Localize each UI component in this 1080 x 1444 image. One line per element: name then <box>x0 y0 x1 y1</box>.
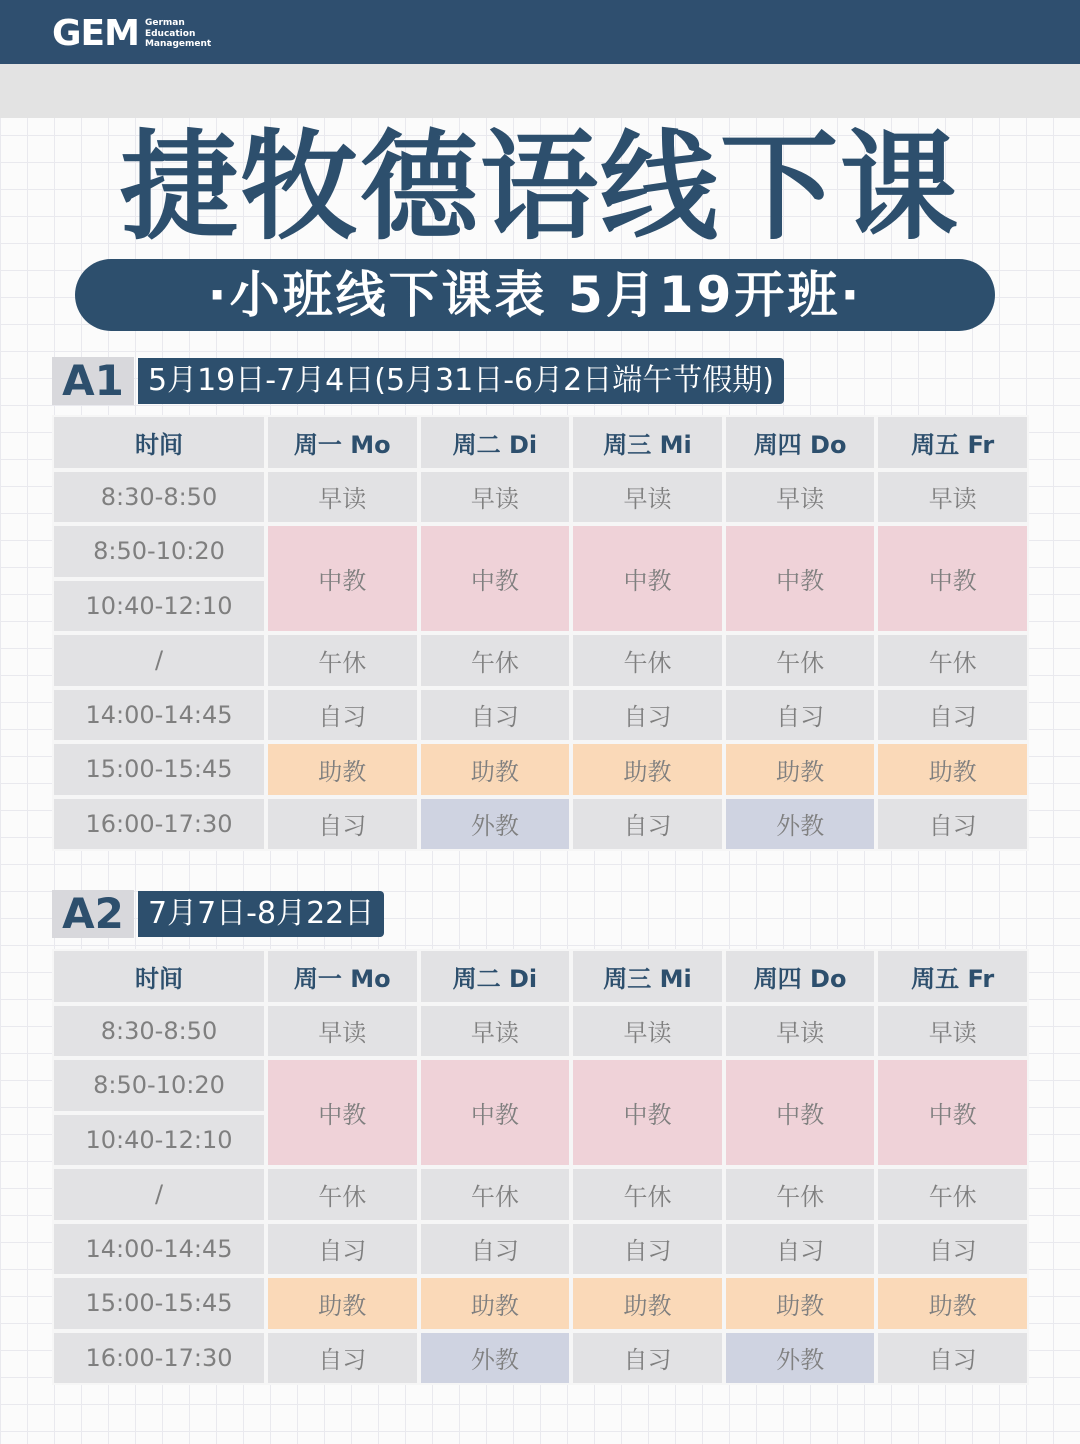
table-row <box>52 1222 1029 1277</box>
schedule-cell-zhongjiao: 中教 <box>724 1058 877 1167</box>
schedule-cell-zhongjiao: 中教 <box>266 1058 419 1167</box>
header-thu: 周四 Do <box>724 415 877 470</box>
schedule-cell-zhujiao: 助教 <box>876 742 1029 797</box>
table-row <box>52 1331 1029 1386</box>
schedule-cell: 午休 <box>419 633 572 688</box>
header-tue: 周二 Di <box>419 949 572 1004</box>
time-cell: 16:00-17:30 <box>52 797 266 852</box>
time-cell: 10:40-12:10 <box>52 579 266 634</box>
schedule-cell-zhongjiao: 中教 <box>571 524 724 633</box>
schedule-cell: 早读 <box>266 470 419 525</box>
schedule-cell: 午休 <box>876 633 1029 688</box>
gem-logo <box>52 13 212 54</box>
header-row <box>52 415 1029 470</box>
subtitle-banner: ·小班线下课表 5月19开班· <box>75 259 995 331</box>
schedule-cell: 午休 <box>419 1167 572 1222</box>
level-badge: A1 <box>52 357 134 405</box>
time-cell: 8:30-8:50 <box>52 1004 266 1059</box>
schedule-cell-zhujiao: 助教 <box>571 742 724 797</box>
schedule-cell: 自习 <box>571 1222 724 1277</box>
header-mon: 周一 Mo <box>266 415 419 470</box>
schedule-cell-zhujiao: 助教 <box>419 1276 572 1331</box>
schedule-cell: 早读 <box>724 1004 877 1059</box>
page-title: 捷牧德语线下课 <box>119 118 960 256</box>
logo-subtitle <box>145 18 211 50</box>
time-cell: 8:50-10:20 <box>52 1058 266 1113</box>
schedule-cell: 午休 <box>876 1167 1029 1222</box>
table-row <box>52 688 1029 743</box>
schedule-cell: 自习 <box>571 797 724 852</box>
header-tue: 周二 Di <box>419 415 572 470</box>
schedule-cell-zhongjiao: 中教 <box>571 1058 724 1167</box>
header-time: 时间 <box>52 415 266 470</box>
schedule-cell-zhongjiao: 中教 <box>419 524 572 633</box>
time-cell: 16:00-17:30 <box>52 1331 266 1386</box>
schedule-cell-zhongjiao: 中教 <box>419 1058 572 1167</box>
schedule-cell: 自习 <box>266 688 419 743</box>
schedule-cell: 早读 <box>266 1004 419 1059</box>
schedule-cell: 自习 <box>876 688 1029 743</box>
schedule-cell: 自习 <box>266 797 419 852</box>
time-cell: 14:00-14:45 <box>52 688 266 743</box>
time-cell: 8:30-8:50 <box>52 470 266 525</box>
header-time: 时间 <box>52 949 266 1004</box>
top-bar <box>0 0 1080 64</box>
schedule-table-a1 <box>52 415 1029 851</box>
schedule-cell: 午休 <box>266 1167 419 1222</box>
date-range: 5月19日-7月4日(5月31日-6月2日端午节假期) <box>138 358 784 404</box>
schedule-cell: 自习 <box>571 688 724 743</box>
schedule-cell: 自习 <box>266 1331 419 1386</box>
schedule-cell-zhongjiao: 中教 <box>266 524 419 633</box>
table-row <box>52 1276 1029 1331</box>
schedule-cell: 午休 <box>724 633 877 688</box>
schedule-cell-waijiao: 外教 <box>419 1331 572 1386</box>
schedule-cell-zhongjiao: 中教 <box>724 524 877 633</box>
schedule-cell: 早读 <box>876 470 1029 525</box>
schedule-cell: 自习 <box>724 1222 877 1277</box>
time-cell: 8:50-10:20 <box>52 524 266 579</box>
header-fri: 周五 Fr <box>876 415 1029 470</box>
table-row <box>52 524 1029 579</box>
date-range: 7月7日-8月22日 <box>138 891 384 937</box>
schedule-cell: 早读 <box>876 1004 1029 1059</box>
schedule-cell: 早读 <box>724 470 877 525</box>
logo-mark: GEM <box>52 13 139 54</box>
schedule-cell: 自习 <box>419 688 572 743</box>
schedule-cell-waijiao: 外教 <box>419 797 572 852</box>
header-mon: 周一 Mo <box>266 949 419 1004</box>
schedule-cell: 自习 <box>419 1222 572 1277</box>
schedule-cell: 早读 <box>571 1004 724 1059</box>
table-row <box>52 1167 1029 1222</box>
schedule-cell-waijiao: 外教 <box>724 1331 877 1386</box>
schedule-cell: 午休 <box>724 1167 877 1222</box>
schedule-table-a2 <box>52 949 1029 1385</box>
schedule-cell: 自习 <box>876 1222 1029 1277</box>
schedule-cell: 自习 <box>266 1222 419 1277</box>
schedule-cell: 早读 <box>419 470 572 525</box>
logo-line-1: German <box>144 18 185 29</box>
schedule-cell-zhujiao: 助教 <box>724 742 877 797</box>
logo-line-2: Education <box>144 28 196 39</box>
schedule-cell: 午休 <box>266 633 419 688</box>
level-badge: A2 <box>52 890 134 938</box>
time-cell: 10:40-12:10 <box>52 1113 266 1168</box>
schedule-cell-zhujiao: 助教 <box>571 1276 724 1331</box>
time-cell: 14:00-14:45 <box>52 1222 266 1277</box>
schedule-cell-zhujiao: 助教 <box>419 742 572 797</box>
schedule-cell: 午休 <box>571 633 724 688</box>
schedule-cell-zhujiao: 助教 <box>724 1276 877 1331</box>
header-thu: 周四 Do <box>724 949 877 1004</box>
table-row <box>52 797 1029 852</box>
table-row <box>52 1004 1029 1059</box>
schedule-cell-zhujiao: 助教 <box>876 1276 1029 1331</box>
time-cell: 15:00-15:45 <box>52 1276 266 1331</box>
table-row <box>52 742 1029 797</box>
table-row <box>52 470 1029 525</box>
grey-band <box>0 64 1080 118</box>
table-row <box>52 1058 1029 1113</box>
header-wed: 周三 Mi <box>571 415 724 470</box>
time-cell: 15:00-15:45 <box>52 742 266 797</box>
logo-line-3: Management <box>144 39 212 50</box>
schedule-cell: 午休 <box>571 1167 724 1222</box>
schedule-cell-zhujiao: 助教 <box>266 742 419 797</box>
header-fri: 周五 Fr <box>876 949 1029 1004</box>
schedule-cell: 自习 <box>876 1331 1029 1386</box>
schedule-cell-zhongjiao: 中教 <box>876 1058 1029 1167</box>
schedule-cell: 早读 <box>419 1004 572 1059</box>
schedule-cell-waijiao: 外教 <box>724 797 877 852</box>
schedule-cell: 自习 <box>571 1331 724 1386</box>
schedule-cell-zhongjiao: 中教 <box>876 524 1029 633</box>
schedule-cell: 自习 <box>724 688 877 743</box>
time-cell: / <box>52 633 266 688</box>
schedule-cell: 自习 <box>876 797 1029 852</box>
schedule-cell: 早读 <box>571 470 724 525</box>
schedule-cell-zhujiao: 助教 <box>266 1276 419 1331</box>
header-wed: 周三 Mi <box>571 949 724 1004</box>
table-row <box>52 633 1029 688</box>
time-cell: / <box>52 1167 266 1222</box>
header-row <box>52 949 1029 1004</box>
